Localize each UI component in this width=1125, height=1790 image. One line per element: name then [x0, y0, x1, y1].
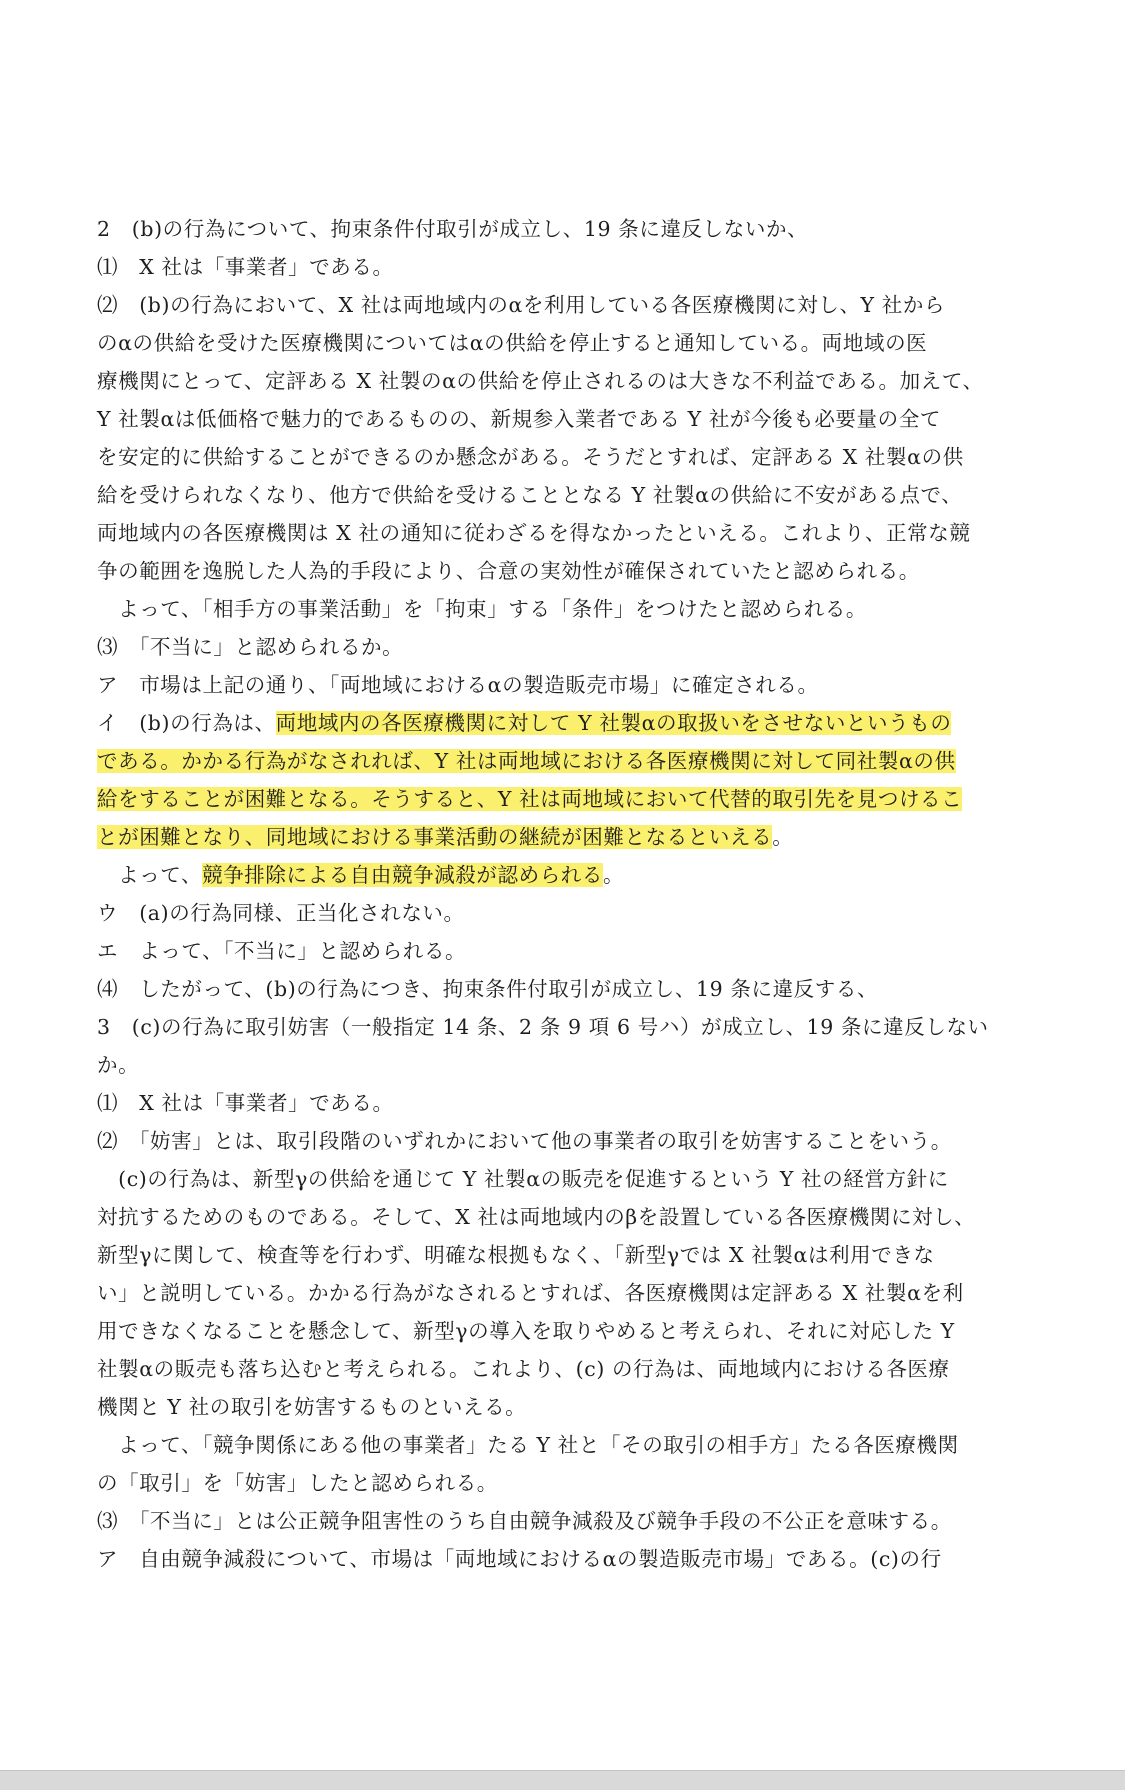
text-segment: 。 — [603, 863, 625, 887]
text-segment: ⑴ X 社は「事業者」である。 — [97, 255, 394, 279]
highlighted-text: 競争排除による自由競争減殺が認められる — [202, 863, 603, 887]
text-line — [97, 932, 997, 970]
text-line — [97, 894, 997, 932]
text-line — [97, 1236, 997, 1274]
text-segment: 用できなくなることを懸念して、新型γの導入を取りやめると考えられ、それに対応した Y — [97, 1319, 955, 1343]
text-line — [97, 704, 997, 742]
text-segment: ア 自由競争減殺について、市場は「両地域におけるαの製造販売市場」である。(c)の行 — [97, 1547, 942, 1571]
text-line — [97, 1198, 997, 1236]
document-body — [97, 210, 997, 1578]
text-segment: 3 (c)の行為に取引妨害（一般指定 14 条、2 条 9 項 6 号ハ）が成立し、19 条に違反しない — [97, 1015, 989, 1039]
text-line — [97, 780, 997, 818]
text-line — [97, 1160, 997, 1198]
text-segment: 2 (b)の行為について、拘束条件付取引が成立し、19 条に違反しないか、 — [97, 217, 809, 241]
text-line — [97, 438, 997, 476]
text-line — [97, 552, 997, 590]
text-line — [97, 818, 997, 856]
text-segment: よって、「競争関係にある他の事業者」たる Y 社と「その取引の相手方」たる各医療機関 — [97, 1433, 959, 1457]
text-line — [97, 324, 997, 362]
text-segment: ⑵ 「妨害」とは、取引段階のいずれかにおいて他の事業者の取引を妨害することをいう。 — [97, 1129, 952, 1153]
text-segment: よって、 — [97, 863, 203, 887]
text-line — [97, 1084, 997, 1122]
text-line — [97, 400, 997, 438]
text-segment: ⑷ したがって、(b)の行為につき、拘束条件付取引が成立し、19 条に違反する、 — [97, 977, 879, 1001]
text-segment: エ よって、「不当に」と認められる。 — [97, 939, 467, 963]
text-line — [97, 1312, 997, 1350]
highlighted-text: とが困難となり、同地域における事業活動の継続が困難となるといえる — [97, 825, 773, 849]
text-line — [97, 1388, 997, 1426]
text-line — [97, 1046, 997, 1084]
text-segment: 対抗するためのものである。そして、X 社は両地域内のβを設置している各医療機関に対し、 — [97, 1205, 976, 1229]
text-segment: イ (b)の行為は、 — [97, 711, 276, 735]
text-line — [97, 1274, 997, 1312]
text-segment: ウ (a)の行為同様、正当化されない。 — [97, 901, 465, 925]
text-line — [97, 1502, 997, 1540]
text-segment: 。 — [772, 825, 794, 849]
text-line — [97, 286, 997, 324]
text-line — [97, 210, 997, 248]
text-line — [97, 1122, 997, 1160]
text-line — [97, 856, 997, 894]
text-segment: ⑵ (b)の行為において、X 社は両地域内のαを利用している各医療機関に対し、Y 社から — [97, 293, 946, 317]
text-line — [97, 514, 997, 552]
text-line — [97, 742, 997, 780]
text-line — [97, 628, 997, 666]
text-line — [97, 476, 997, 514]
text-segment: ア 市場は上記の通り、「両地域におけるαの製造販売市場」に確定される。 — [97, 673, 819, 697]
text-segment: を安定的に供給することができるのか懸念がある。そうだとすれば、定評ある X 社製αの供 — [97, 445, 964, 469]
text-segment: ⑶ 「不当に」とは公正競争阻害性のうち自由競争減殺及び競争手段の不公正を意味する。 — [97, 1509, 952, 1533]
text-segment: Y 社製αは低価格で魅力的であるものの、新規参入業者である Y 社が今後も必要量の全て — [97, 407, 941, 431]
text-segment: 社製αの販売も落ち込むと考えられる。これより、(c) の行為は、両地域内における各医療 — [97, 1357, 950, 1381]
text-segment: ⑶ 「不当に」と認められるか。 — [97, 635, 404, 659]
text-segment: 機関と Y 社の取引を妨害するものといえる。 — [97, 1395, 527, 1419]
text-line — [97, 1540, 997, 1578]
text-segment: ⑴ X 社は「事業者」である。 — [97, 1091, 394, 1115]
text-segment: 争の範囲を逸脱した人為的手段により、合意の実効性が確保されていたと認められる。 — [97, 559, 920, 583]
viewer-bottom-edge — [0, 1770, 1125, 1790]
text-line — [97, 970, 997, 1008]
text-line — [97, 248, 997, 286]
text-line — [97, 362, 997, 400]
highlighted-text: 給をすることが困難となる。そうすると、Y 社は両地域において代替的取引先を見つけるこ — [97, 787, 963, 811]
text-segment: 両地域内の各医療機関は X 社の通知に従わざるを得なかったといえる。これより、正常な競 — [97, 521, 971, 545]
text-line — [97, 1350, 997, 1388]
text-line — [97, 1426, 997, 1464]
text-line — [97, 590, 997, 628]
text-segment: のαの供給を受けた医療機関についてはαの供給を停止すると通知している。両地域の医 — [97, 331, 928, 355]
highlighted-text: である。かかる行為がなされれば、Y 社は両地域における各医療機関に対して同社製αの供 — [97, 749, 956, 773]
text-segment: よって、「相手方の事業活動」を「拘束」する「条件」をつけたと認められる。 — [97, 597, 868, 621]
text-segment: 療機関にとって、定評ある X 社製のαの供給を停止されるのは大きな不利益である。加えて、 — [97, 369, 984, 393]
text-segment: か。 — [97, 1053, 140, 1077]
text-line — [97, 666, 997, 704]
text-segment: い」と説明している。かかる行為がなされるとすれば、各医療機関は定評ある X 社製αを利 — [97, 1281, 964, 1305]
text-segment: 給を受けられなくなり、他方で供給を受けることとなる Y 社製αの供給に不安がある点で、 — [97, 483, 963, 507]
text-line — [97, 1008, 997, 1046]
highlighted-text: 両地域内の各医療機関に対して Y 社製αの取扱いをさせないというもの — [275, 711, 952, 735]
text-segment: 新型γに関して、検査等を行わず、明確な根拠もなく、「新型γでは X 社製αは利用できな — [97, 1243, 935, 1267]
text-segment: の「取引」を「妨害」したと認められる。 — [97, 1471, 498, 1495]
text-line — [97, 1464, 997, 1502]
text-segment: (c)の行為は、新型γの供給を通じて Y 社製αの販売を促進するという Y 社の経営方針に — [97, 1167, 949, 1191]
